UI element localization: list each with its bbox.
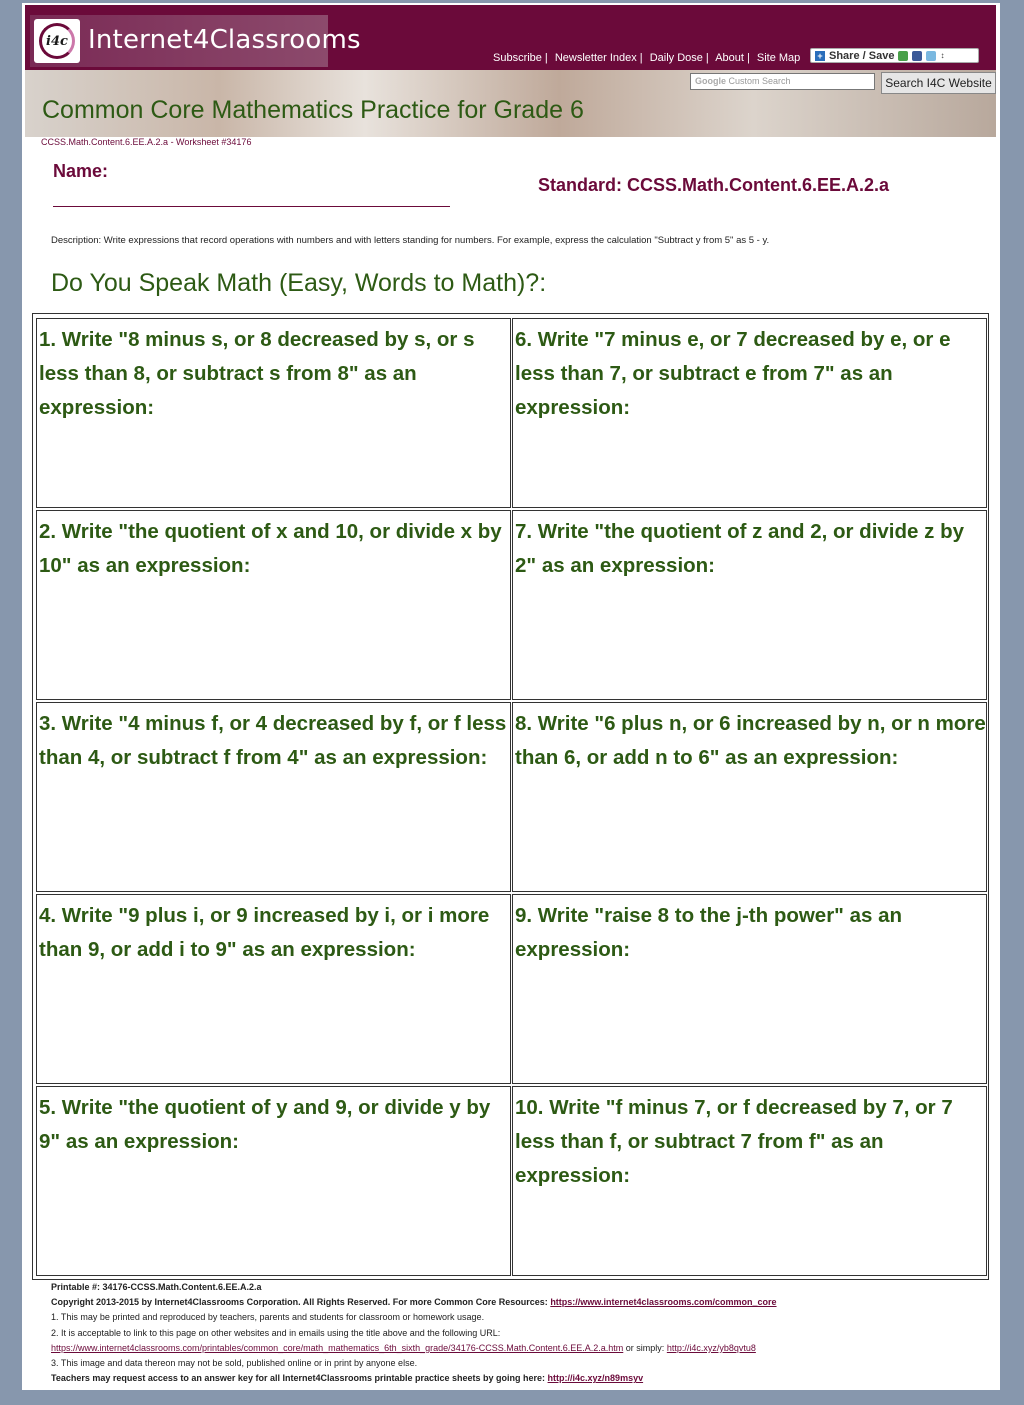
name-label: Name:	[53, 161, 109, 181]
question-text: 9. Write "raise 8 to the j-th power" as an expression:	[515, 904, 903, 961]
share-save-label: Share / Save	[829, 49, 895, 62]
question-text: 2. Write "the quotient of x and 10, or divide x by 10" as an expression:	[39, 520, 502, 577]
common-core-link[interactable]: https://www.internet4classrooms.com/common_core	[550, 1297, 777, 1308]
question-text: 1. Write "8 minus s, or 8 decreased by s, or s less than 8, or subtract s from 8" as an expression:	[39, 328, 475, 419]
twitter-icon	[926, 51, 936, 61]
question-text: 6. Write "7 minus e, or 7 decreased by e, or e less than 7, or subtract e from 7" as an expression:	[515, 328, 951, 419]
question-cell-4	[36, 894, 511, 1084]
site-header	[25, 5, 996, 70]
share-save-button[interactable]	[810, 48, 979, 63]
question-cell-9	[512, 894, 987, 1084]
description: Description: Write expressions that record operations with numbers and with letters standing for numbers. For example, express the calculation "Subtract y from 5" as 5 - y.	[51, 235, 770, 246]
copyright	[51, 1295, 777, 1310]
question-text: 7. Write "the quotient of z and 2, or divide z by 2" as an expression:	[515, 520, 964, 577]
site-logo[interactable]	[30, 15, 361, 67]
nav-newsletter-index[interactable]: Newsletter Index	[554, 52, 637, 64]
logo-badge	[34, 19, 80, 63]
search-placeholder: Custom Search	[728, 76, 791, 86]
footer-note-3: 3. This image and data thereon may not be sold, published online or in print by anyone else.	[51, 1358, 418, 1369]
search-button[interactable]: Search I4C Website	[881, 72, 996, 94]
page	[22, 3, 1000, 1390]
question-text: 4. Write "9 plus i, or 9 increased by i, or i more than 9, or add i to 9" as an expression:	[39, 904, 490, 961]
question-cell-3	[36, 702, 511, 892]
share-plus-icon: +	[815, 51, 825, 61]
facebook-icon	[912, 51, 922, 61]
question-cell-10	[512, 1086, 987, 1276]
page-title: Common Core Mathematics Practice for Grade 6	[42, 96, 584, 124]
standard-label: Standard: CCSS.Math.Content.6.EE.A.2.a	[538, 175, 890, 195]
top-nav: Subscribe | Newsletter Index | Daily Dose | About | Site Map	[493, 52, 801, 64]
worksheet-id: CCSS.Math.Content.6.EE.A.2.a - Worksheet #34176	[41, 137, 252, 147]
answer-key-link[interactable]: http://i4c.xyz/n89msyv	[547, 1373, 644, 1384]
question-text: 3. Write "4 minus f, or 4 decreased by f, or f less than 4, or subtract f from 4" as an expression:	[39, 712, 507, 769]
nav-daily-dose[interactable]: Daily Dose	[649, 52, 703, 64]
footer	[51, 1280, 777, 1386]
question-cell-1	[36, 318, 511, 508]
header-banner	[25, 70, 996, 137]
question-cell-7	[512, 510, 987, 700]
question-text: 10. Write "f minus 7, or f decreased by 7, or 7 less than f, or subtract 7 from f" as an expression:	[515, 1096, 953, 1187]
share-email-icon	[898, 51, 908, 61]
copyright-text: Copyright 2013-2015 by Internet4Classrooms Corporation. All Rights Reserved. For more Common Core Resources:	[51, 1297, 548, 1308]
question-grid	[32, 313, 989, 1280]
nav-site-map[interactable]: Site Map	[756, 52, 801, 64]
nav-about[interactable]: About	[715, 52, 744, 64]
footer-urls	[51, 1341, 777, 1356]
answer-key	[51, 1371, 777, 1386]
footer-note-2: 2. It is acceptable to link to this page on other websites and in emails using the title above and the following URL:	[51, 1327, 501, 1338]
or-simply-label: or simply:	[625, 1342, 665, 1353]
search-input[interactable]	[690, 73, 875, 90]
question-text: 5. Write "the quotient of y and 9, or divide y by 9" as an expression:	[39, 1096, 491, 1153]
question-cell-5	[36, 1086, 511, 1276]
logo-text: Internet4Classrooms	[88, 25, 361, 55]
question-cell-2	[36, 510, 511, 700]
footer-note-1: 1. This may be printed and reproduced by teachers, parents and students for classroom or homework usage.	[51, 1312, 485, 1323]
answer-key-text: Teachers may request access to an answer key for all Internet4Classrooms printable practice sheets by going here:	[51, 1373, 546, 1384]
question-text: 8. Write "6 plus n, or 6 increased by n, or n more than 6, or add n to 6" as an expression:	[515, 712, 986, 769]
chevron-updown-icon: ↕	[940, 51, 945, 60]
short-url-link[interactable]: http://i4c.xyz/yb8qvtu8	[666, 1342, 756, 1353]
question-cell-8	[512, 702, 987, 892]
name-line	[53, 206, 450, 207]
question-cell-6	[512, 318, 987, 508]
nav-subscribe[interactable]: Subscribe	[493, 52, 542, 64]
logo-badge-text: i4c	[39, 23, 75, 59]
long-url-link[interactable]: https://www.internet4classrooms.com/printables/common_core/math_mathematics_6th_sixth_grade/34176-CCSS.Math.Content.6.EE.A.2.a.htm	[51, 1342, 624, 1353]
worksheet-title: Do You Speak Math (Easy, Words to Math)?:	[51, 269, 547, 297]
google-logo-icon: Google	[695, 76, 726, 86]
printable-number: Printable #: 34176-CCSS.Math.Content.6.EE.A.2.a	[51, 1282, 262, 1292]
